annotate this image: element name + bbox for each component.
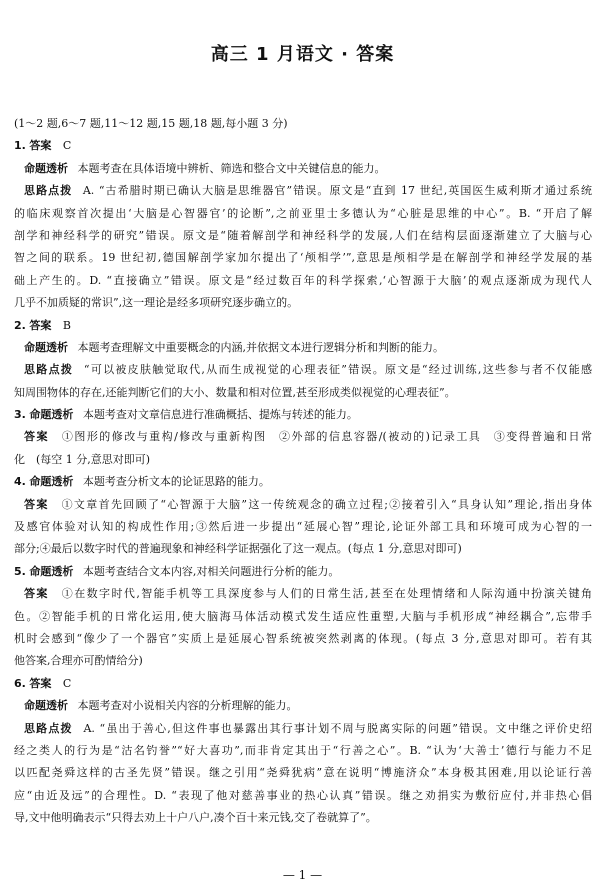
q1-hint-line: 剖学和神经科学的研究”错误。原文是“随着解剖学和神经科学的发展,人们在结构层面逐渐建立了大脑与心 [14,228,592,242]
q2-hint-text: “可以被皮肤触觉取代,从而生成视觉的心理表征”错误。原文是“经过训练,这些参与者不仅能感 [83,363,592,377]
q1-analysis [14,158,592,180]
q6-analysis-label: 命题透析 [24,699,68,713]
q3-answer-line [14,426,592,448]
q4-analysis-label: 命题透析 [29,475,74,489]
q6-hint-label: 思路点拨 [24,721,73,735]
q3-answer-line: 化 (每空 1 分,意思对即可) [14,452,151,466]
q1-header [14,135,592,157]
q6-analysis [14,695,592,717]
q6-hint-line [14,718,592,740]
q5-header [14,561,592,583]
q4-answer-line [14,494,592,516]
q6-hint-line: 经之类人的行为是“沽名钓誉”“好大喜功”,而非肯定其出于“行善之心”。B. “认为‘大善士’德行与能力不足 [14,743,592,757]
q4-header [14,471,592,493]
q5-answer-line: 他答案,合理亦可酌情给分) [14,654,143,668]
q1-hint-line: 础上产生的。D. “直接确立”错误。原文是“经过数百年的科学探索,‘心智源于大脑’的观点逐渐成为现代人 [14,273,592,287]
q3-analysis-label: 命题透析 [29,408,74,422]
q6-hint-text: A. “虽出于善心,但这件事也暴露出其行事计划不周与脱离实际的问题”错误。文中继之评价史绍 [83,721,592,735]
q4-analysis-text: 本题考查分析文本的论证思路的能力。 [82,475,270,489]
q6-hint-line: 导,文中他明确表示“只得去劝上十户八户,凑个百十来元钱,交了卷就算了”。 [14,811,377,825]
q4-answer-label: 答案 [24,497,49,511]
q2-analysis [14,337,592,359]
q1-answer-label: 答案 [29,139,52,153]
q2-answer-label: 答案 [29,318,52,332]
q1-hint-line [14,180,592,202]
q2-number: 2. [14,318,26,332]
q3-analysis-text: 本题考查对文章信息进行准确概括、提炼与转述的能力。 [82,408,358,422]
q1-hint-line: 智之间的联系。19 世纪初,德国解剖学家加尔提出了‘颅相学’”,意思是颅相学是在解剖学和神经学发展的基 [14,251,592,265]
q2-hint-line [14,359,592,381]
q5-answer-line: 色。②智能手机的日常化运用,使大脑海马体活动模式发生适应性重塑,大脑与手机形成“神经耦合”,忘带手 [14,609,592,623]
q2-answer-value: B [62,318,71,332]
q4-answer-line: 及感官体验对认知的构成性作用;③然后进一步提出“延展心智”理论,论证外部工具和环境可成为心智的一 [14,520,592,534]
q1-answer-value: C [62,139,72,153]
q5-answer-text: ①在数字时代,智能手机等工具深度参与人们的日常生活,甚至在处理情绪和人际沟通中扮演关键角 [61,587,592,601]
q1-hint-text: A. “古希腊时期已确认大脑是思维器官”错误。原文是“直到 17 世纪,英国医生威利斯才通过系统 [82,184,592,198]
q1-number: 1. [14,139,26,153]
q3-number: 3. [14,408,26,422]
q6-answer-label: 答案 [29,676,52,690]
q6-header [14,673,592,695]
q1-analysis-text: 本题考查在具体语境中辨析、筛选和整合文中关键信息的能力。 [77,161,386,175]
page-title: 高三 1 月语文 · 答案 [210,44,395,65]
q6-hint-line: 应“由近及远”的合理性。D. “表现了他对慈善事业的热心认真”错误。继之劝捐实为敷衍应付,并非热心倡 [14,788,592,802]
q4-answer-line: 部分;④最后以数字时代的普遍现象和神经科学证据强化了这一观点。(每点 1 分,意思对即可) [14,542,462,556]
q6-answer-value: C [62,676,72,690]
q2-analysis-text: 本题考查理解文中重要概念的内涵,并依据文本进行逻辑分析和判断的能力。 [77,340,444,354]
q2-analysis-label: 命题透析 [24,340,68,354]
q3-answer-text: ①图形的修改与重构/修改与重新构图 ②外部的信息容器/(被动的)记录工具 ③变得普遍和日常 [61,430,592,444]
q5-analysis-text: 本题考查结合文本内容,对相关问题进行分析的能力。 [82,564,340,578]
q5-answer-line: 机时会感到“像少了一个器官”实质上是延展心智系统被突然剥离的体现。(每点 3 分,意思对即可。若有其 [14,631,592,645]
q1-hint-line: 的临床观察首次提出‘大脑是心智器官’的论断”,之前亚里士多德认为“心脏是思维的中心”。B. “开启了解 [14,206,592,220]
q4-number: 4. [14,475,26,489]
q6-number: 6. [14,676,26,690]
q6-hint-line: 以匹配尧舜这样的古圣先贤”错误。继之引用“尧舜犹病”意在说明“博施济众”本身极其困难,用以论证行善 [14,766,592,780]
q6-analysis-text: 本题考查对小说相关内容的分析理解的能力。 [77,699,298,713]
q4-answer-text: ①文章首先回顾了“心智源于大脑”这一传统观念的确立过程;②接着引入“具身认知”理论,指出身体 [61,497,592,511]
page-number: — 1 — [282,868,323,882]
q2-hint-line: 知周围物体的存在,还能判断它们的大小、数量和相对位置,甚至形成类似视觉的心理表征”。 [14,385,456,399]
scoring-note: (1～2 题,6～7 题,11～12 题,15 题,18 题,每小题 3 分) [14,117,288,130]
q5-number: 5. [14,564,26,578]
q1-hint-label: 思路点拨 [24,184,73,198]
q5-answer-line [14,583,592,605]
q5-answer-label: 答案 [24,587,49,601]
q2-header [14,315,592,337]
answer-content [14,113,592,830]
q3-header [14,404,592,426]
q1-analysis-label: 命题透析 [24,161,68,175]
q5-analysis-label: 命题透析 [29,564,74,578]
q3-answer-label: 答案 [24,430,49,444]
q2-hint-label: 思路点拨 [24,363,74,377]
q1-hint-line: 几乎不加质疑的常识”,这一理论是经多项研究逐步确立的。 [14,296,299,310]
